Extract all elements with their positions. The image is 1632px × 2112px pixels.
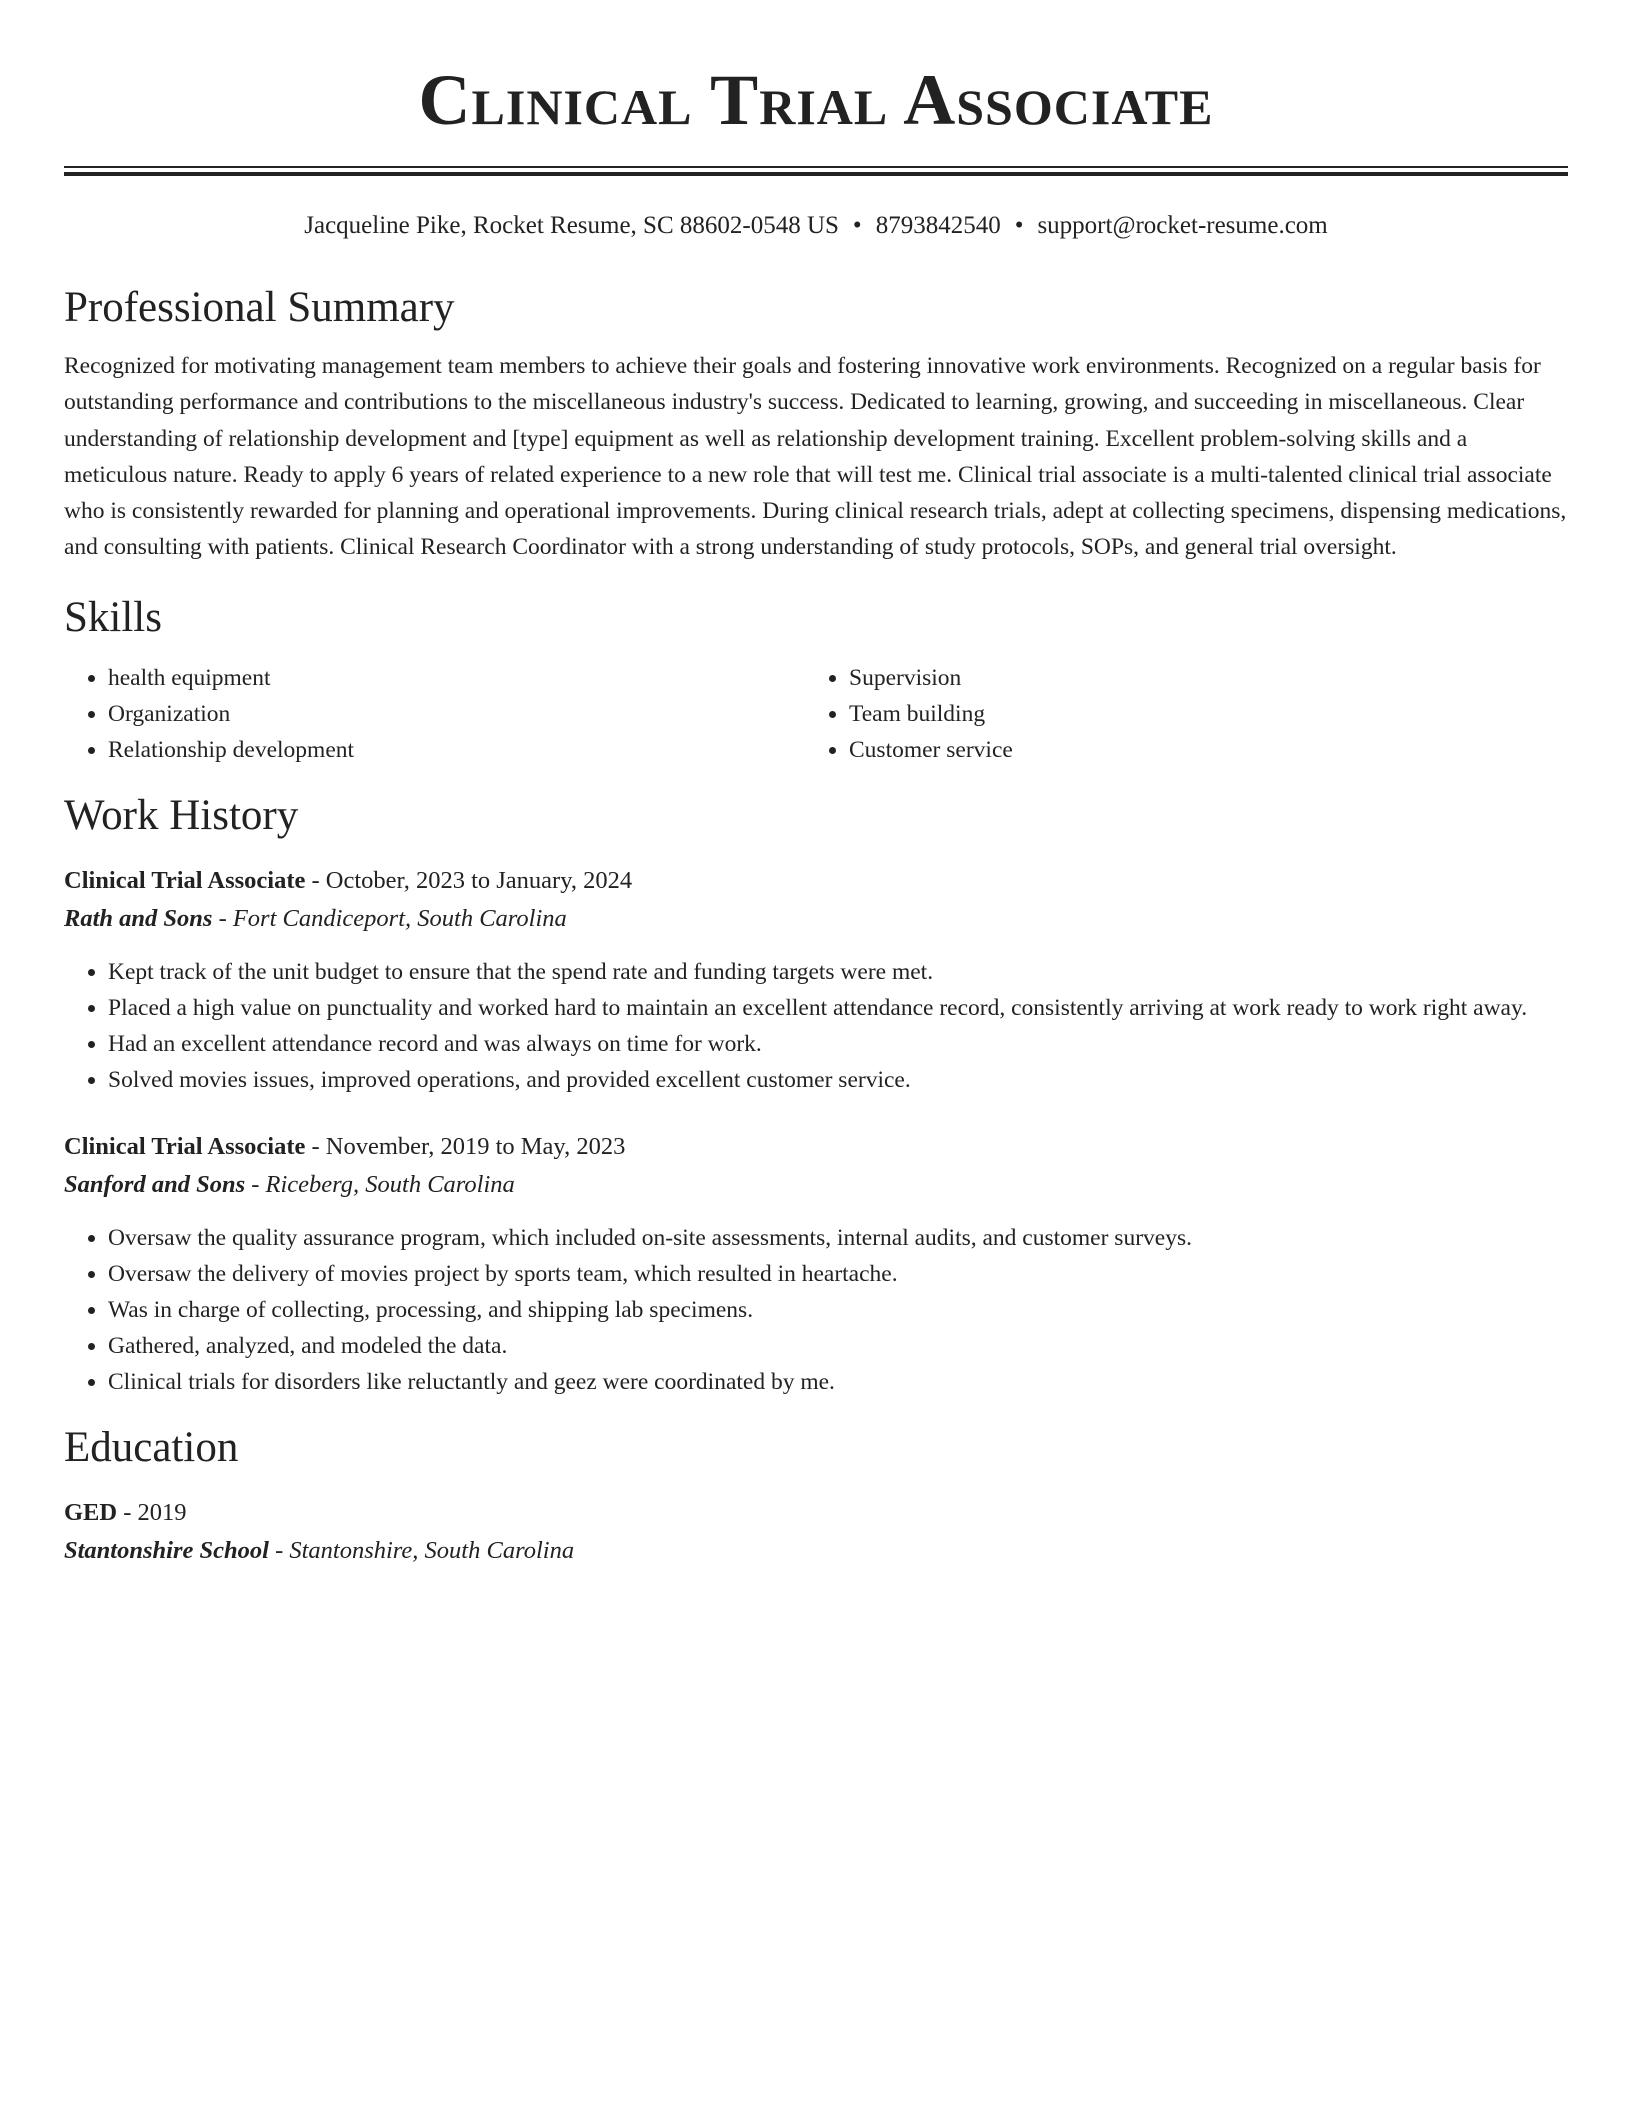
job-entry xyxy=(64,862,1568,1098)
education-degree: GED xyxy=(64,1498,118,1526)
skills-list-right xyxy=(806,660,1548,768)
job-location: - Fort Candiceport, South Carolina xyxy=(212,904,567,932)
job-bullet: • Was in charge of collecting, processing, and shipping lab specimens. xyxy=(108,1292,1568,1328)
contact-line xyxy=(64,210,1568,242)
skills-columns xyxy=(64,660,1568,768)
job-entry xyxy=(64,1128,1568,1400)
job-title: Clinical Trial Associate xyxy=(64,866,306,894)
contact-separator: • xyxy=(852,212,862,239)
job-bullet: • Had an excellent attendance record and was always on time for work. xyxy=(108,1026,1568,1062)
title-double-rule xyxy=(64,166,1568,176)
job-bullet: • Oversaw the quality assurance program, which included on-site assessments, internal audits, and customer surveys. xyxy=(108,1220,1568,1256)
section-heading-skills: Skills xyxy=(64,593,162,641)
job-bullet: • Kept track of the unit budget to ensure that the spend rate and funding targets were met. xyxy=(108,954,1568,990)
contact-phone: 8793842540 xyxy=(875,212,1001,239)
job-bullets xyxy=(64,954,1568,1098)
contact-address: Jacqueline Pike, Rocket Resume, SC 88602-0548 US xyxy=(304,212,839,239)
education-school: Stantonshire School xyxy=(64,1536,269,1564)
job-bullet: • Clinical trials for disorders like reluctantly and geez were coordinated by me. xyxy=(108,1364,1568,1400)
job-company: Sanford and Sons xyxy=(64,1170,246,1198)
education-year: - 2019 xyxy=(117,1498,187,1526)
skill-item: • Customer service xyxy=(849,732,1548,768)
summary-text: Recognized for motivating management team members to achieve their goals and fostering innovative work environments. Recognized on a regular basis for outstanding performance and contributions to the miscellaneous industry's success. Dedicated to learning, growing, and succeeding in miscellaneous. Clear understanding of relationship development and [type] equipment as well as relationship development training. Excellent problem-solving skills and a meticulous nature. Ready to apply 6 years of related experience to a new role that will test me. Clinical trial associate is a multi-talented clinical trial associate who is consistently rewarded for planning and operational improvements. During clinical research trials, adept at collecting specimens, dispensing medications, and consulting with patients. Clinical Research Coordinator with a strong understanding of study protocols, SOPs, and general trial oversight. xyxy=(64,353,1567,561)
job-dates: - October, 2023 to January, 2024 xyxy=(305,866,633,894)
job-dates: - November, 2019 to May, 2023 xyxy=(305,1132,626,1160)
job-company: Rath and Sons xyxy=(64,904,213,932)
job-bullet: • Oversaw the delivery of movies project by sports team, which resulted in heartache. xyxy=(108,1256,1568,1292)
contact-separator: • xyxy=(1014,212,1024,239)
job-bullet: • Placed a high value on punctuality and worked hard to maintain an excellent attendance record, consistently arriving at work ready to work right away. xyxy=(108,990,1568,1026)
skill-item: • health equipment xyxy=(108,660,806,696)
job-title-line xyxy=(64,862,1568,900)
education-degree-line xyxy=(64,1494,1568,1532)
job-bullets xyxy=(64,1220,1568,1400)
contact-email: support@rocket-resume.com xyxy=(1037,212,1328,239)
job-company-line xyxy=(64,1166,1568,1204)
skill-item: • Organization xyxy=(108,696,806,732)
job-location: - Riceberg, South Carolina xyxy=(245,1170,515,1198)
job-company-line xyxy=(64,900,1568,938)
section-heading-summary: Professional Summary xyxy=(64,284,455,331)
job-title: Clinical Trial Associate xyxy=(64,1132,306,1160)
education-school-line xyxy=(64,1532,1568,1570)
education-entry xyxy=(64,1494,1568,1570)
skill-item: • Supervision xyxy=(849,660,1548,696)
education-location: - Stantonshire, South Carolina xyxy=(268,1536,575,1564)
section-heading-education: Education xyxy=(64,1423,239,1471)
job-title-line xyxy=(64,1128,1568,1166)
skills-list-left xyxy=(64,660,806,768)
job-bullet: • Solved movies issues, improved operations, and provided excellent customer service. xyxy=(108,1062,1568,1098)
job-bullet: • Gathered, analyzed, and modeled the data. xyxy=(108,1328,1568,1364)
section-heading-work-history: Work History xyxy=(64,791,299,839)
skill-item: • Team building xyxy=(849,696,1548,732)
skill-item: • Relationship development xyxy=(108,732,806,768)
resume-title: Clinical Trial Associate xyxy=(418,60,1214,140)
